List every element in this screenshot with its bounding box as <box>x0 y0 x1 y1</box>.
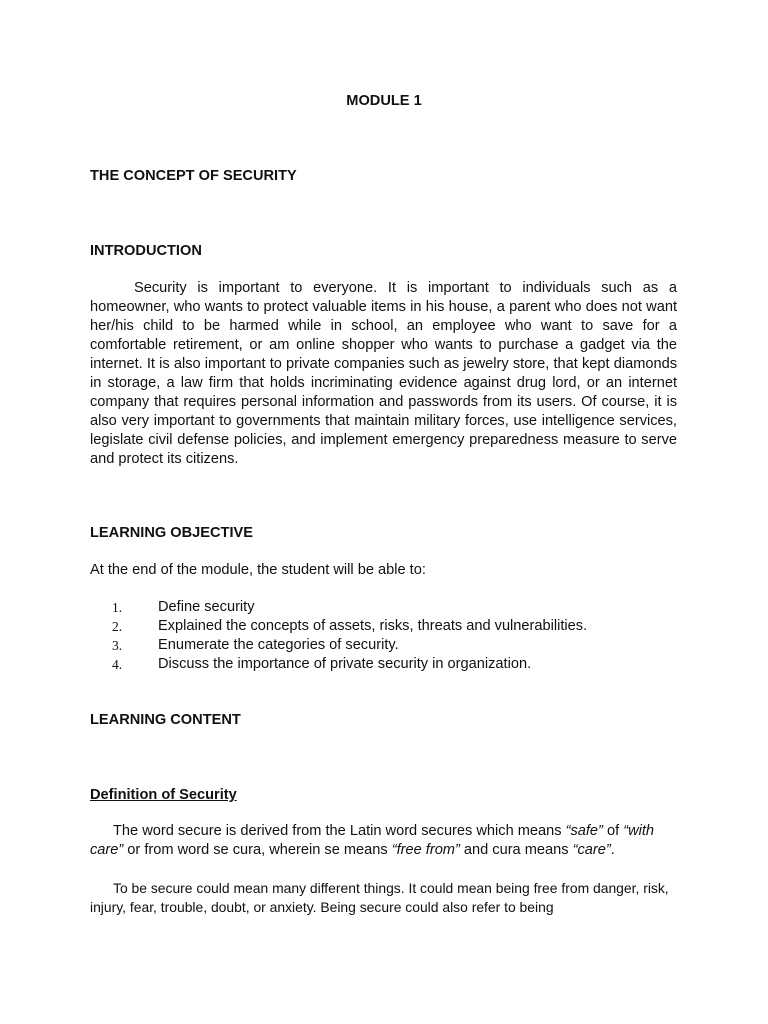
list-item <box>90 655 677 674</box>
concept-title: THE CONCEPT OF SECURITY <box>90 168 297 184</box>
term-care: “care” <box>572 842 611 858</box>
learning-objective-heading: LEARNING OBJECTIVE <box>90 525 253 541</box>
definition-text: . <box>610 842 615 858</box>
definition-paragraph-2: To be secure could mean many different things. It could mean being free from danger, risk, injury, fear, trouble, doubt, or anxiety. Being secure could also refer to being <box>90 880 669 915</box>
module-title: MODULE 1 <box>346 93 422 109</box>
list-item-text: Discuss the importance of private security in organization. <box>158 656 532 672</box>
learning-objective-lead: At the end of the module, the student will be able to: <box>90 562 426 578</box>
term-free-from: “free from” <box>391 842 460 858</box>
introduction-heading: INTRODUCTION <box>90 243 202 259</box>
list-item <box>90 636 677 655</box>
list-item-text: Explained the concepts of assets, risks, threats and vulnerabilities. <box>158 618 588 634</box>
list-item-number: 2. <box>112 619 123 634</box>
term-safe: “safe” <box>565 823 603 839</box>
term-with-care: “with care” <box>90 823 655 858</box>
learning-content-heading: LEARNING CONTENT <box>90 712 241 728</box>
definition-text: or from word se cura, wherein se means <box>123 842 392 858</box>
list-item <box>90 598 677 617</box>
list-item <box>90 617 677 636</box>
list-item-text: Enumerate the categories of security. <box>158 637 399 653</box>
list-item-text: Define security <box>158 599 255 615</box>
definition-text: The word secure is derived from the Latin word secures which means <box>113 823 566 839</box>
definition-heading: Definition of Security <box>90 787 237 803</box>
definition-text: of <box>602 823 624 839</box>
list-item-number: 3. <box>112 638 123 653</box>
definition-text: and cura means <box>459 842 573 858</box>
introduction-paragraph: Security is important to everyone. It is important to individuals such as a homeowner, who wants to protect valuable items in his house, a parent who does not want her/his child to be harmed while in school, an employee who want to save for a comfortable retirement, or am online shopper who wants to purchase a gadget via the internet. It is also important to private companies such as jewelry store, that kept diamonds in storage, a law firm that holds incriminating evidence against drug lord, or an internet company that requires personal information and passwords from its users. Of course, it is also very important to governments that maintain military forces, use intelligence services, legislate civil defense policies, and implement emergency preparedness measure to serve and protect its citizens. <box>90 280 677 467</box>
list-item-number: 1. <box>112 600 123 615</box>
objectives-list <box>90 598 677 674</box>
definition-paragraph-1 <box>90 822 677 860</box>
list-item-number: 4. <box>112 657 123 672</box>
